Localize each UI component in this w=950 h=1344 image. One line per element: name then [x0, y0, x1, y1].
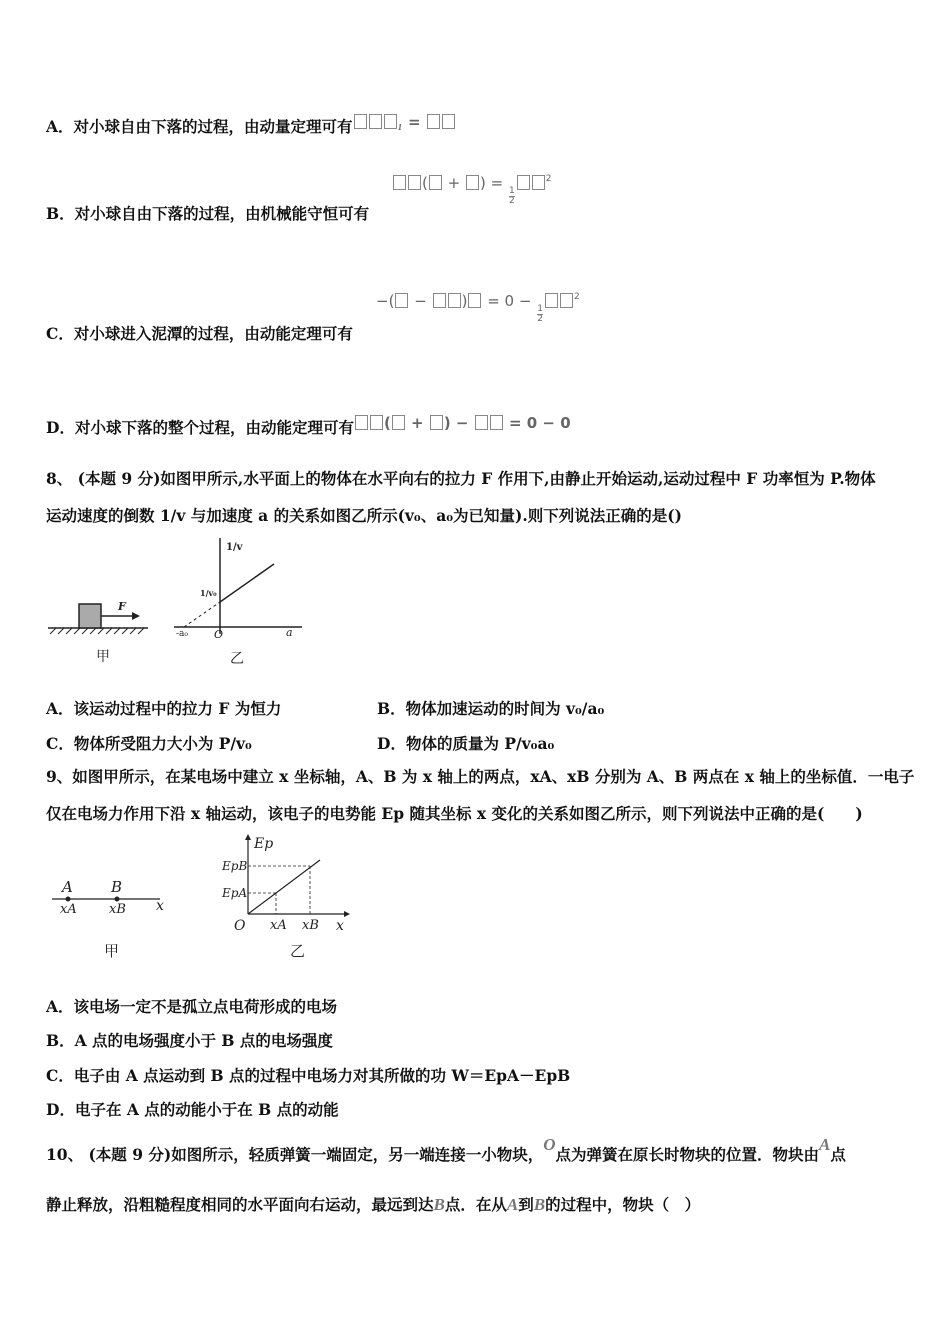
q7-formula-d [354, 414, 571, 432]
q9-origin-label: O [234, 918, 246, 934]
q7-formula-d-start: ( [383, 414, 391, 432]
q10-line1-c: 点 [830, 1145, 846, 1164]
q9-y-arrowhead [245, 834, 251, 840]
q9-point-a-label: A [62, 878, 73, 896]
q8-force-arrowhead [132, 612, 140, 620]
q9-point-a-dot [66, 897, 71, 902]
q7-formula-c-eq: = 0 − [487, 292, 532, 310]
q8-fig-left-label: 甲 [96, 649, 110, 665]
q7-formula-b-sup: 2 [545, 174, 552, 184]
q7-formula-c [376, 292, 580, 324]
q7-formula-d-mid: ) − [443, 414, 469, 432]
q7-formula-b [392, 174, 551, 206]
q8-option-b: B．物体加速运动的时间为 v₀/a₀ [377, 699, 605, 718]
q9-graph-xa-label: xA [270, 918, 287, 933]
q9-option-d: D．电子在 A 点的动能小于在 B 点的动能 [46, 1100, 339, 1119]
q8-origin-label: O [214, 628, 224, 641]
q7-formula-b-frac-num: 1 [508, 186, 515, 196]
q7-formula-a-eq: = [408, 113, 426, 131]
q9-epb-label: EpB [222, 859, 248, 873]
q9-fig-left-label: 甲 [104, 942, 120, 960]
q9-x-label-left: x [156, 898, 164, 914]
q8-y-mid-label: 1/v₀ [200, 588, 217, 598]
q7-formula-b-mid: ( [422, 174, 428, 192]
q7-formula-b-frac [509, 187, 515, 206]
q9-option-a: A．该电场一定不是孤立点电荷形成的电场 [46, 997, 338, 1016]
q10-line2-c: 到 [518, 1195, 534, 1214]
q9-text-line2: 仅在电场力作用下沿 x 轴运动，该电子的电势能 Ep 随其坐标 x 变化的关系如图乙所示，则下列说法中正确的是( ) [46, 804, 863, 823]
q7-option-d-text: D．对小球下落的整个过程，由动能定理可有 [46, 418, 354, 437]
q8-fig-right-label: 乙 [230, 651, 244, 667]
q8-y-top-label: 1/v [226, 542, 243, 553]
q8-option-a: A．该运动过程中的拉力 F 为恒力 [46, 699, 282, 718]
q8-force-label: F [118, 600, 126, 613]
q7-formula-d-eq: = 0 − 0 [508, 414, 571, 432]
q9-point-b-dot [115, 897, 120, 902]
q8-block [79, 604, 101, 628]
q7-option-a [46, 115, 456, 137]
q9-x-arrowhead [344, 911, 350, 917]
q10-line1-b: 点为弹簧在原长时物块的位置．物块由 [555, 1145, 820, 1164]
q8-option-c: C．物体所受阻力大小为 P/v₀ [46, 734, 252, 753]
q10-line2-a-point: A [506, 1195, 519, 1214]
q10-line1-a-point: A [819, 1135, 831, 1154]
q8-graph-line [220, 564, 274, 602]
q9-epa-label: EpA [222, 886, 248, 900]
q9-xb-label: xB [109, 902, 126, 917]
q7-formula-c-frac-num: 1 [537, 304, 543, 314]
q8-neg-a0-label: -a₀ [176, 629, 189, 639]
q9-fig-right-label: 乙 [290, 942, 306, 960]
q10-line2-d: 的过程中，物块（ ） [545, 1195, 701, 1214]
q9-point-b-label: B [111, 878, 123, 896]
q9-graph-x-label: x [336, 918, 344, 934]
q7-option-d [46, 416, 571, 438]
q7-option-c: C．对小球进入泥潭的过程，由动能定理可有 [46, 324, 353, 343]
q9-xa-label: xA [60, 902, 77, 917]
q7-formula-c-mid: ) [461, 292, 468, 310]
q9-option-c: C．电子由 A 点运动到 B 点的过程中电场力对其所做的功 W＝EpA－EpB [46, 1066, 571, 1085]
q9-figure [44, 832, 364, 972]
q8-text-line1: 8、 (本题 9 分)如图甲所示,水平面上的物体在水平向右的拉力 F 作用下,由静止开始运动,运动过程中 F 功率恒为 P.物体 [46, 469, 876, 488]
q8-text-line2: 运动速度的倒数 1/v 与加速度 a 的关系如图乙所示(v₀、a₀为已知量).则下列说法正确的是() [46, 506, 682, 525]
q9-ep-label: Ep [254, 836, 274, 852]
q9-text-line1: 9、如图甲所示，在某电场中建立 x 坐标轴，A、B 为 x 轴上的两点，xA、xB 分别为 A、B 两点在 x 轴上的坐标值．一电子 [46, 767, 915, 786]
q7-formula-c-frac [537, 305, 543, 324]
q10-line1 [46, 1135, 846, 1165]
q10-line2-b: 点．在从 [444, 1195, 507, 1214]
q7-option-a-text: A．对小球自由下落的过程，由动量定理可有 [46, 117, 353, 136]
q7-formula-c-minus: − [414, 292, 427, 310]
q7-formula-b-end: ) = [480, 174, 504, 192]
q8-x-label: a [286, 626, 293, 639]
q7-formula-a: ₁ = [353, 113, 456, 131]
q10-line2 [46, 1193, 700, 1215]
q10-line2-b2-point: B [533, 1195, 546, 1214]
q7-formula-b-plus: + [447, 174, 461, 192]
q7-formula-d-plus: + [411, 414, 424, 432]
q10-line1-o: O [543, 1135, 556, 1154]
q9-graph-xb-label: xB [302, 918, 319, 933]
q7-formula-c-start: −( [376, 292, 395, 310]
q10-line2-a: 静止释放，沿粗糙程度相同的水平面向右运动，最远到达 [46, 1195, 434, 1214]
q8-figure [44, 534, 314, 670]
q9-option-b: B．A 点的电场强度小于 B 点的电场强度 [46, 1031, 333, 1050]
q8-ground-hatch [50, 628, 144, 634]
q7-formula-b-frac-den: 2 [508, 196, 515, 206]
q7-formula-c-frac-den: 2 [537, 314, 543, 324]
q7-option-b: B．对小球自由下落的过程，由机械能守恒可有 [46, 204, 370, 223]
q9-graph-line [248, 860, 320, 914]
q10-line2-b-point: B [433, 1195, 445, 1214]
q8-option-d: D．物体的质量为 P/v₀a₀ [377, 734, 555, 753]
q8-graph-dashed [184, 602, 220, 627]
q7-formula-c-sup: 2 [573, 292, 580, 302]
q10-line1-a: 10、 (本题 9 分)如图所示，轻质弹簧一端固定，另一端连接一小物块， [46, 1145, 544, 1164]
